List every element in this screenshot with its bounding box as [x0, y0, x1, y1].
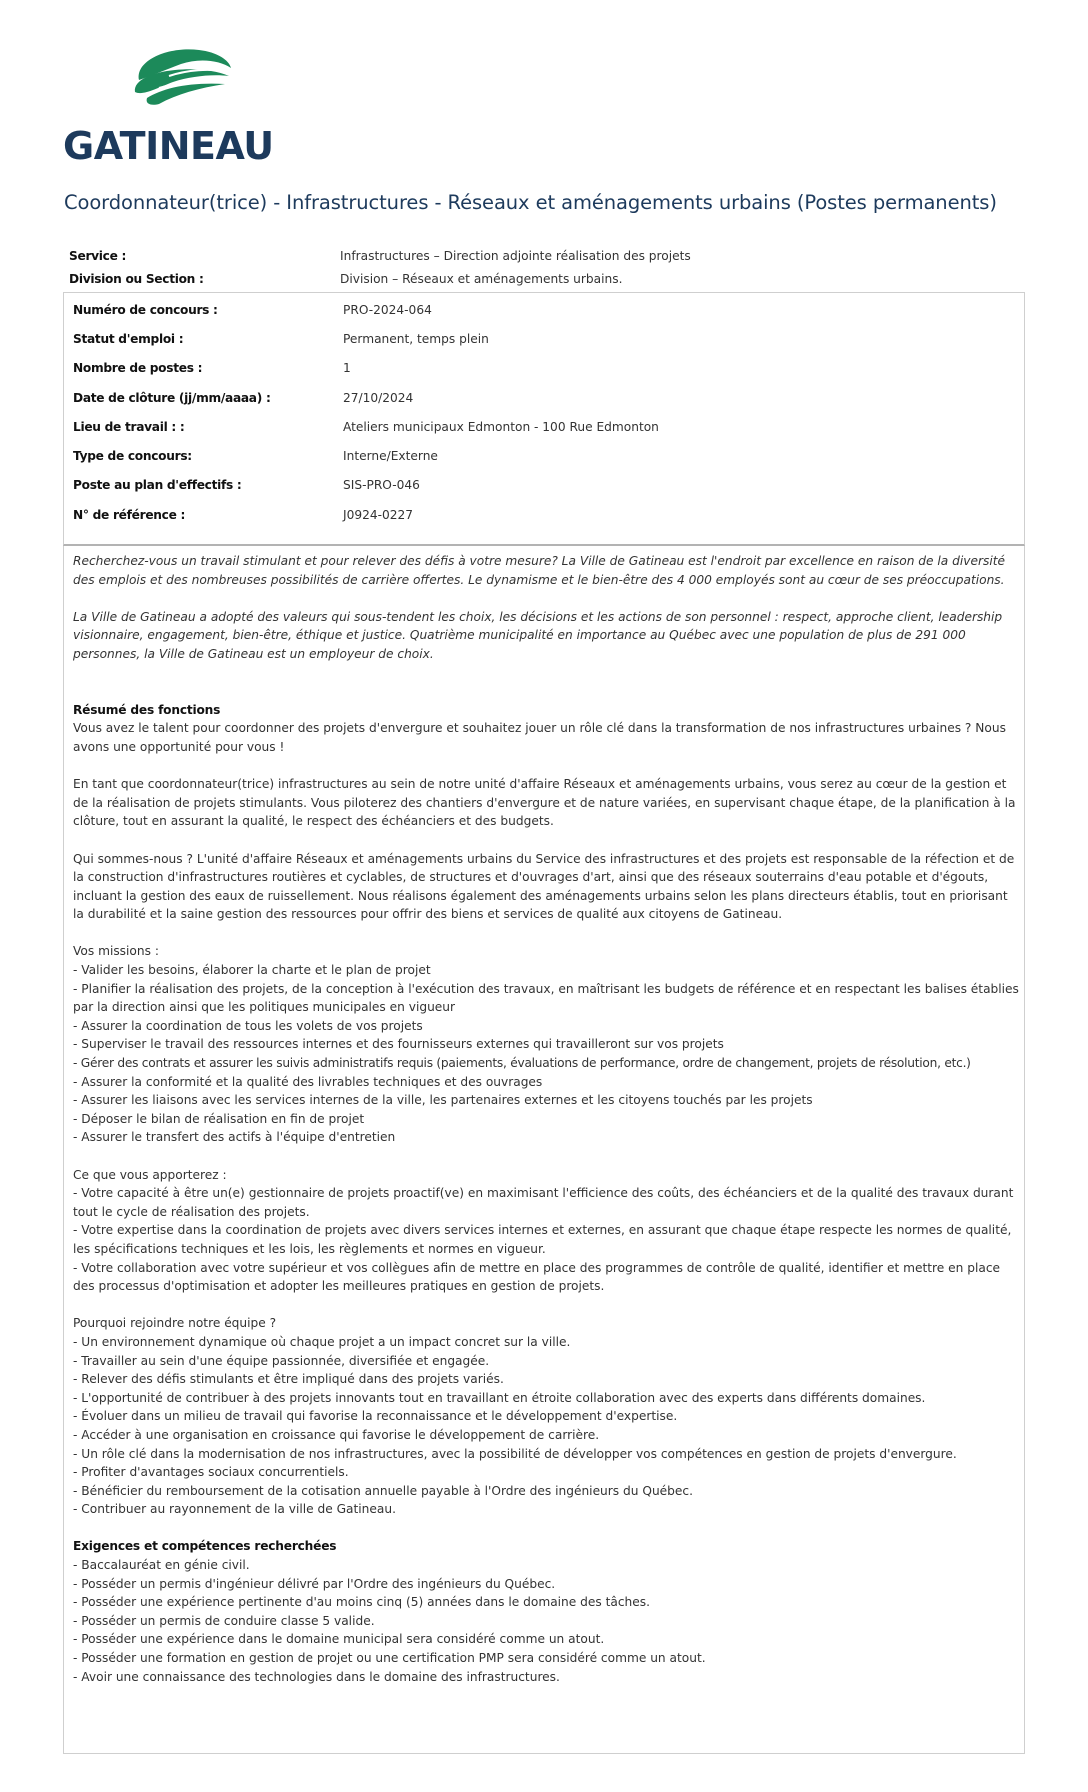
plan-value: SIS-PRO-046 [343, 478, 420, 492]
list-item: - Travailler au sein d'une équipe passionnée, diversifiée et engagée. [73, 1353, 490, 1368]
intro-paragraph: La Ville de Gatineau a adopté des valeurs qui sous-tendent les choix, les décisions et les actions de son personnel : respect, approche client, leadership visionnaire, engagement, bien-être, éthique et justice. Quatrième municipalité en importance au Québec avec une population de plus de 291 000 personnes, la Ville de Gatineau est un employeur de choix. [73, 609, 1003, 661]
plan-label: Poste au plan d'effectifs : [73, 478, 242, 492]
lieu-value: Ateliers municipaux Edmonton - 100 Rue Edmonton [343, 420, 659, 434]
job-description [73, 552, 1019, 1686]
list-item: - Baccalauréat en génie civil. [73, 1558, 250, 1573]
list-item: - Avoir une connaissance des technologies dans le domaine des infrastructures. [73, 1669, 560, 1684]
section-title-resume: Résumé des fonctions [73, 702, 221, 717]
gatineau-logo [63, 46, 299, 168]
list-item: - Un rôle clé dans la modernisation de nos infrastructures, avec la possibilité de développer vos compétences en gestion de projets d'envergure. [73, 1446, 957, 1461]
list-item: - Posséder un permis de conduire classe 5 valide. [73, 1613, 375, 1628]
list-item: - Un environnement dynamique où chaque projet a un impact concret sur la ville. [73, 1334, 571, 1349]
list-item: - Bénéficier du remboursement de la cotisation annuelle payable à l'Ordre des ingénieurs du Québec. [73, 1483, 693, 1498]
list-item: - Valider les besoins, élaborer la charte et le plan de projet [73, 963, 431, 978]
lieu-label: Lieu de travail : : [73, 420, 185, 434]
list-item: - Planifier la réalisation des projets, de la conception à l'exécution des travaux, en maîtrisant les budgets de référence et en respectant les balises établies par la direction ainsi que les politiques municipales en vigueur [73, 981, 1019, 1015]
resume-paragraph: Qui sommes-nous ? L'unité d'affaire Réseaux et aménagements urbains du Service des infrastructures et des projets est responsable de la réfection et de la construction d'infrastructures routières et cyclables, de structures et d'ouvrages d'art, ainsi que des réseaux souterrains d'eau potable et d'égouts, incluant la gestion des eaux de ruissellement. Nous réalisons également des aménagements urbains selon les plans directeurs établis, tout en priorisant la durabilité et la saine gestion des ressources pour offrir des biens et services de qualité aux citoyens de Gatineau. [73, 851, 1015, 922]
list-item: - L'opportunité de contribuer à des projets innovants tout en travaillant en étroite collaboration avec des experts dans différents domaines. [73, 1390, 926, 1405]
logo-wave-icon [129, 46, 233, 114]
list-item: - Votre collaboration avec votre supérieur et vos collègues afin de mettre en place des programmes de contrôle de qualité, identifier et mettre en place des processus d'optimisation et adopter les meilleures pratiques en gestion de projets. [73, 1260, 1001, 1294]
section-title-pourquoi: Pourquoi rejoindre notre équipe ? [73, 1316, 277, 1331]
list-item: - Posséder une expérience pertinente d'au moins cinq (5) années dans le domaine des tâches. [73, 1595, 651, 1610]
list-item: - Assurer le transfert des actifs à l'équipe d'entretien [73, 1130, 396, 1145]
type-label: Type de concours: [73, 449, 192, 463]
list-item: - Déposer le bilan de réalisation en fin de projet [73, 1111, 365, 1126]
list-item: - Assurer la coordination de tous les volets de vos projets [73, 1018, 423, 1033]
list-item: - Posséder une expérience dans le domaine municipal sera considéré comme un atout. [73, 1632, 605, 1647]
list-item: - Profiter d'avantages sociaux concurrentiels. [73, 1465, 349, 1480]
list-item: - Accéder à une organisation en croissance qui favorise le développement de carrière. [73, 1427, 600, 1442]
list-item: - Relever des défis stimulants et être impliqué dans des projets variés. [73, 1372, 504, 1387]
list-item: - Posséder une formation en gestion de projet ou une certification PMP sera considéré comme un atout. [73, 1651, 706, 1666]
statut-label: Statut d'emploi : [73, 332, 184, 346]
section-title-exigences: Exigences et compétences recherchées [73, 1539, 337, 1554]
list-item: - Assurer les liaisons avec les services internes de la ville, les partenaires externes et les citoyens touchés par les projets [73, 1093, 813, 1108]
postes-label: Nombre de postes : [73, 361, 203, 375]
resume-paragraph: Vous avez le talent pour coordonner des projets d'envergure et souhaitez jouer un rôle clé dans la transformation de nos infrastructures urbaines ? Nous avons une opportunité pour vous ! [73, 721, 1006, 754]
list-item: - Posséder un permis d'ingénieur délivré par l'Ordre des ingénieurs du Québec. [73, 1576, 556, 1591]
reference-label: N° de référence : [73, 508, 186, 522]
statut-value: Permanent, temps plein [343, 332, 489, 346]
service-label: Service : [69, 249, 127, 263]
postes-value: 1 [343, 361, 351, 375]
cloture-label: Date de clôture (jj/mm/aaaa) : [73, 391, 271, 405]
division-value: Division – Réseaux et aménagements urbains. [340, 272, 623, 286]
division-label: Division ou Section : [69, 272, 204, 286]
list-item: - Votre expertise dans la coordination de projets avec divers services internes et externes, en assurant que chaque étape respecte les normes de qualité, les spécifications techniques et les lois, les règlements et normes en vigueur. [73, 1223, 1012, 1256]
list-item: - Évoluer dans un milieu de travail qui favorise la reconnaissance et le développement d'expertise. [73, 1409, 678, 1424]
section-title-apport: Ce que vous apporterez : [73, 1167, 227, 1182]
list-item: - Votre capacité à être un(e) gestionnaire de projets proactif(ve) en maximisant l'efficience des coûts, des échéanciers et de la qualité des travaux durant tout le cycle de réalisation des projets. [73, 1186, 1014, 1219]
service-value: Infrastructures – Direction adjointe réalisation des projets [340, 249, 691, 263]
section-title-missions: Vos missions : [73, 944, 159, 959]
cloture-value: 27/10/2024 [343, 391, 414, 405]
list-item: - Gérer des contrats et assurer les suivis administratifs requis (paiements, évaluations de performance, ordre de changement, projets de résolution, etc.) [73, 1056, 971, 1071]
list-item: - Contribuer au rayonnement de la ville de Gatineau. [73, 1502, 396, 1517]
list-item: - Superviser le travail des ressources internes et des fournisseurs externes qui travailleront sur vos projets [73, 1037, 724, 1052]
page-title: Coordonnateur(trice) - Infrastructures - Réseaux et aménagements urbains (Postes permanents) [64, 191, 997, 214]
reference-value: J0924-0227 [343, 508, 414, 522]
concours-label: Numéro de concours : [73, 303, 218, 317]
resume-paragraph: En tant que coordonnateur(trice) infrastructures au sein de notre unité d'affaire Réseaux et aménagements urbains, vous serez au cœur de la gestion et de la réalisation de projets stimulants. Vous piloterez des chantiers d'envergure et de nature variées, en supervisant chaque étape, de la planification à la clôture, tout en assurant la qualité, le respect des échéanciers et des budgets. [73, 777, 1016, 829]
type-value: Interne/Externe [343, 449, 438, 463]
logo-wordmark: GATINEAU [63, 124, 274, 168]
list-item: - Assurer la conformité et la qualité des livrables techniques et des ouvrages [73, 1074, 543, 1089]
intro-paragraph: Recherchez-vous un travail stimulant et pour relever des défis à votre mesure? La Ville de Gatineau est l'endroit par excellence en raison de la diversité des emplois et des nombreuses possibilités de carrière offertes. Le dynamisme et le bien-être des 4 000 employés sont au cœur de ses préoccupations. [73, 554, 1005, 587]
concours-value: PRO-2024-064 [343, 303, 432, 317]
